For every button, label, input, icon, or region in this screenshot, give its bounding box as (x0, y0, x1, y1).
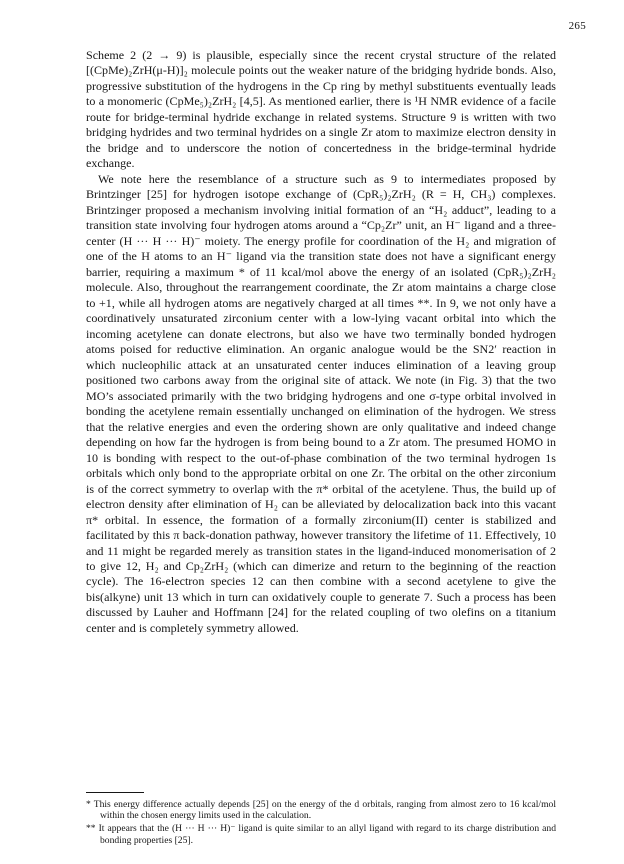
footnote-rule (86, 792, 144, 793)
paragraph-scheme-2: Scheme 2 (2 → 9) is plausible, especially since the recent crystal structure of the related [(CpMe)₂ZrH(μ-H)]₂ molecule points out the weaker nature of the bridging hydride bonds. Also, progressive substitution of the hydrogens in the Cp ring by methyl substituents eventually leads to a monomeric (CpMe₅)₂ZrH₂ [4,5]. As mentioned earlier, there is ¹H NMR evidence of a facile route for bridge-terminal hydride exchange in related systems. Structure 9 is written with two bridging hydrides and two terminal hydrides on a single Zr atom to maximize electron density in the bridge and to underscore the notion of concertedness in the bridge-terminal hydride exchange. (86, 48, 556, 171)
paragraph-brintzinger: We note here the resemblance of a structure such as 9 to intermediates proposed by Brintzinger [25] for hydrogen isotope exchange of (CpR₅)₂ZrH₂ (R = H, CH₃) complexes. Brintzinger proposed a mechanism involving initial formation of an “H₂ adduct”, leading to a transition state involving four hydrogen atoms around a “Cp₂Zr” unit, an H⁻ ligand and a three-center (H ··· H ··· H)⁻ moiety. The energy profile for coordination of the H₂ and migration of one of the H atoms to an H⁻ ligand via the transition state does not have a significant energy barrier, requiring a maximum * of 11 kcal/mol above the energy of an isolated (CpR₅)₂ZrH₂ molecule. Also, throughout the rearrangement coordinate, the Zr atom maintains a charge close to +1, while all hydrogen atoms are negatively charged at all times **. In 9, we not only have a coordinatively unsaturated zirconium center with a low-lying vacant orbital into which the incoming acetylene can donate electrons, but also we have two terminally bonded hydrogen atoms poised for reductive elimination. An organic analogue would be the SN2′ reaction in which nucleophilic attack at an unsaturated center induces elimination of a leaving group positioned two carbons away from the original site of attack. We note (in Fig. 3) that the two MO’s associated primarily with the two bridging hydrogens and one σ-type orbital involved in bonding the acetylene remain essentially unchanged on elimination of the hydrogen. We stress that the relative energies and even the ordering shown are only qualitative and indeed change depending on how far the hydrogen is from being bound to a Zr atom. The presumed HOMO in 10 is bonding with respect to the out-of-phase combination of the two terminal hydrogen 1s orbitals which only bond to the appropriate orbital on one Zr. The orbital on the other zirconium is of the correct symmetry to overlap with the π* orbital of the acetylene. Thus, the build up of electron density after elimination of H₂ can be alleviated by delocalization back into this vacant π* orbital. In essence, the formation of a formally zirconium(II) center is stabilized and facilitated by this π back-donation pathway, however transitory the lifetime of 11. Effectively, 10 and 11 might be regarded merely as transition states in the ligand-induced monomerisation of 2 to give 12, H₂ and Cp₂ZrH₂ (which can dimerize and return to the beginning of the reaction cycle). The 16-electron species 12 can then combine with a second acetylene to give the bis(alkyne) unit 13 which in turn can oxidatively couple to generate 7. Such a process has been discussed by Lauher and Hoffmann [24] for the related coupling of two olefins on a titanium center and is completely symmetry allowed. (86, 171, 556, 635)
body-text (86, 48, 556, 636)
page-number: 265 (568, 20, 586, 32)
footnote-1: * This energy difference actually depends [25] on the energy of the d orbitals, ranging from almost zero to 16 kcal/mol within the chosen energy limits used in the calculation. (86, 799, 556, 822)
footnote-2: ** It appears that the (H ··· H ··· H)⁻ ligand is quite similar to an allyl ligand with regard to its charge distribution and bonding properties [25]. (86, 823, 556, 846)
footnotes (86, 792, 556, 848)
